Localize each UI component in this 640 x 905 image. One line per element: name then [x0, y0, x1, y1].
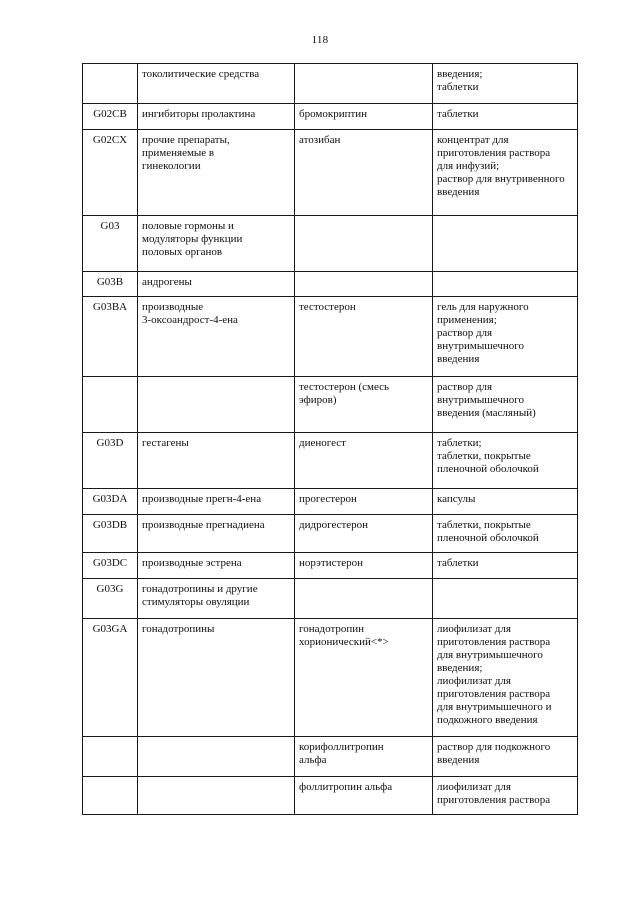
cell-text-line: гонадотропины и другие	[142, 583, 258, 595]
cell-text-line: таблетки	[437, 557, 479, 569]
group-name-cell	[138, 553, 295, 579]
table-row	[83, 130, 578, 216]
cell-text-line: модуляторы функции	[142, 233, 243, 245]
cell-text-line: токолитические средства	[142, 68, 260, 80]
substance-cell	[295, 64, 433, 104]
cell-text-line: введения	[437, 186, 480, 198]
atc-code-cell: G03DB	[83, 515, 138, 553]
dosage-form-cell	[433, 130, 578, 216]
dosage-form-cell	[433, 377, 578, 433]
page-number: 118	[311, 34, 329, 46]
cell-text-line: введения;	[437, 662, 483, 674]
cell-text-line: для внутримышечного и	[437, 701, 552, 713]
cell-text-line: приготовления раствора	[437, 636, 551, 648]
table-row	[83, 272, 578, 297]
cell-text-line: капсулы	[437, 493, 476, 505]
substance-cell	[295, 515, 433, 553]
table-row	[83, 553, 578, 579]
cell-text-line: приготовления раствора	[437, 794, 551, 806]
dosage-form-cell	[433, 737, 578, 777]
cell-text-line: пленочной оболочкой	[437, 463, 539, 475]
cell-text-line: приготовления раствора	[437, 688, 551, 700]
dosage-form-cell	[433, 777, 578, 815]
table-row	[83, 64, 578, 104]
group-name-cell	[138, 216, 295, 272]
cell-text-line: гель для наружного	[437, 301, 529, 313]
cell-text-line: производные прегн-4-ена	[142, 493, 262, 505]
table-row	[83, 619, 578, 737]
substance-cell	[295, 553, 433, 579]
cell-text-line: концентрат для	[437, 134, 509, 146]
group-name-cell	[138, 489, 295, 515]
group-name-cell	[138, 777, 295, 815]
cell-text-line: дидрогестерон	[299, 519, 369, 531]
dosage-form-cell	[433, 433, 578, 489]
substance-cell	[295, 619, 433, 737]
group-name-cell	[138, 579, 295, 619]
dosage-form-cell	[433, 515, 578, 553]
group-name-cell	[138, 433, 295, 489]
cell-text-line: лиофилизат для	[437, 781, 511, 793]
cell-text-line: внутримышечного	[437, 340, 524, 352]
atc-code-cell: G03	[83, 216, 138, 272]
cell-text-line: альфа	[299, 754, 327, 766]
cell-text-line: прогестерон	[299, 493, 357, 505]
cell-text-line: гинекологии	[142, 160, 201, 172]
atc-code-cell: G03DC	[83, 553, 138, 579]
atc-code-cell: G03D	[83, 433, 138, 489]
cell-text-line: таблетки;	[437, 437, 482, 449]
table-row	[83, 377, 578, 433]
cell-text-line: для внутримышечного	[437, 649, 543, 661]
cell-text-line: производные прегнадиена	[142, 519, 265, 531]
cell-text-line: производные эстрена	[142, 557, 242, 569]
substance-cell	[295, 130, 433, 216]
cell-text-line: таблетки	[437, 108, 479, 120]
cell-text-line: стимуляторы овуляции	[142, 596, 250, 608]
cell-text-line: ингибиторы пролактина	[142, 108, 256, 120]
substance-cell	[295, 377, 433, 433]
dosage-form-cell	[433, 619, 578, 737]
table-row	[83, 515, 578, 553]
cell-text-line: лиофилизат для	[437, 623, 511, 635]
cell-text-line: бромокриптин	[299, 108, 368, 120]
cell-text-line: введения	[437, 353, 480, 365]
cell-text-line: атозибан	[299, 134, 341, 146]
cell-text-line: для инфузий;	[437, 160, 500, 172]
atc-code-cell	[83, 64, 138, 104]
dosage-form-cell	[433, 64, 578, 104]
atc-code-cell: G02CB	[83, 104, 138, 130]
cell-text-line: применения;	[437, 314, 497, 326]
atc-code-cell: G03DA	[83, 489, 138, 515]
group-name-cell	[138, 619, 295, 737]
substance-cell	[295, 216, 433, 272]
cell-text-line: норэтистерон	[299, 557, 364, 569]
cell-text-line: применяемые в	[142, 147, 215, 159]
cell-text-line: половых органов	[142, 246, 223, 258]
substance-cell	[295, 737, 433, 777]
atc-code-cell	[83, 737, 138, 777]
atc-code-cell	[83, 777, 138, 815]
atc-code-cell: G03BA	[83, 297, 138, 377]
substance-cell	[295, 433, 433, 489]
atc-code-cell: G03GA	[83, 619, 138, 737]
cell-text-line: таблетки, покрытые	[437, 450, 531, 462]
table-row	[83, 737, 578, 777]
cell-text-line: эфиров)	[299, 394, 337, 406]
group-name-cell	[138, 737, 295, 777]
cell-text-line: гестагены	[142, 437, 189, 449]
drug-table	[82, 63, 578, 815]
cell-text-line: прочие препараты,	[142, 134, 230, 146]
cell-text-line: фоллитропин альфа	[299, 781, 393, 793]
group-name-cell	[138, 104, 295, 130]
cell-text-line: тестостерон (смесь	[299, 381, 390, 393]
dosage-form-cell	[433, 104, 578, 130]
table-body	[83, 64, 578, 815]
cell-text-line: хорионический<*>	[299, 636, 389, 648]
substance-cell	[295, 489, 433, 515]
cell-text-line: андрогены	[142, 276, 192, 288]
group-name-cell	[138, 272, 295, 297]
table-row	[83, 777, 578, 815]
cell-text-line: гонадотропины	[142, 623, 215, 635]
cell-text-line: лиофилизат для	[437, 675, 511, 687]
substance-cell	[295, 297, 433, 377]
group-name-cell	[138, 64, 295, 104]
cell-text-line: корифоллитропин	[299, 741, 384, 753]
table-row	[83, 104, 578, 130]
dosage-form-cell	[433, 579, 578, 619]
cell-text-line: 3-оксоандрост-4-ена	[142, 314, 238, 326]
atc-code-cell: G03G	[83, 579, 138, 619]
group-name-cell	[138, 130, 295, 216]
dosage-form-cell	[433, 272, 578, 297]
dosage-form-cell	[433, 489, 578, 515]
group-name-cell	[138, 515, 295, 553]
cell-text-line: раствор для	[437, 327, 493, 339]
table-row	[83, 297, 578, 377]
cell-text-line: подкожного введения	[437, 714, 538, 726]
cell-text-line: раствор для внутривенного	[437, 173, 565, 185]
substance-cell	[295, 104, 433, 130]
substance-cell	[295, 777, 433, 815]
table-row	[83, 433, 578, 489]
cell-text-line: раствор для	[437, 381, 493, 393]
atc-code-cell	[83, 377, 138, 433]
cell-text-line: тестостерон	[299, 301, 356, 313]
table-row	[83, 579, 578, 619]
dosage-form-cell	[433, 553, 578, 579]
cell-text-line: введения;	[437, 68, 483, 80]
cell-text-line: гонадотропин	[299, 623, 365, 635]
cell-text-line: половые гормоны и	[142, 220, 234, 232]
cell-text-line: введения	[437, 754, 480, 766]
cell-text-line: производные	[142, 301, 204, 313]
substance-cell	[295, 579, 433, 619]
dosage-form-cell	[433, 297, 578, 377]
cell-text-line: внутримышечного	[437, 394, 524, 406]
substance-cell	[295, 272, 433, 297]
table-row	[83, 489, 578, 515]
atc-code-cell: G02CX	[83, 130, 138, 216]
table-row	[83, 216, 578, 272]
cell-text-line: таблетки, покрытые	[437, 519, 531, 531]
cell-text-line: приготовления раствора	[437, 147, 551, 159]
atc-code-cell: G03B	[83, 272, 138, 297]
dosage-form-cell	[433, 216, 578, 272]
cell-text-line: раствор для подкожного	[437, 741, 551, 753]
cell-text-line: диеногест	[299, 437, 346, 449]
cell-text-line: таблетки	[437, 81, 479, 93]
group-name-cell	[138, 377, 295, 433]
group-name-cell	[138, 297, 295, 377]
cell-text-line: пленочной оболочкой	[437, 532, 539, 544]
cell-text-line: введения (масляный)	[437, 407, 536, 419]
